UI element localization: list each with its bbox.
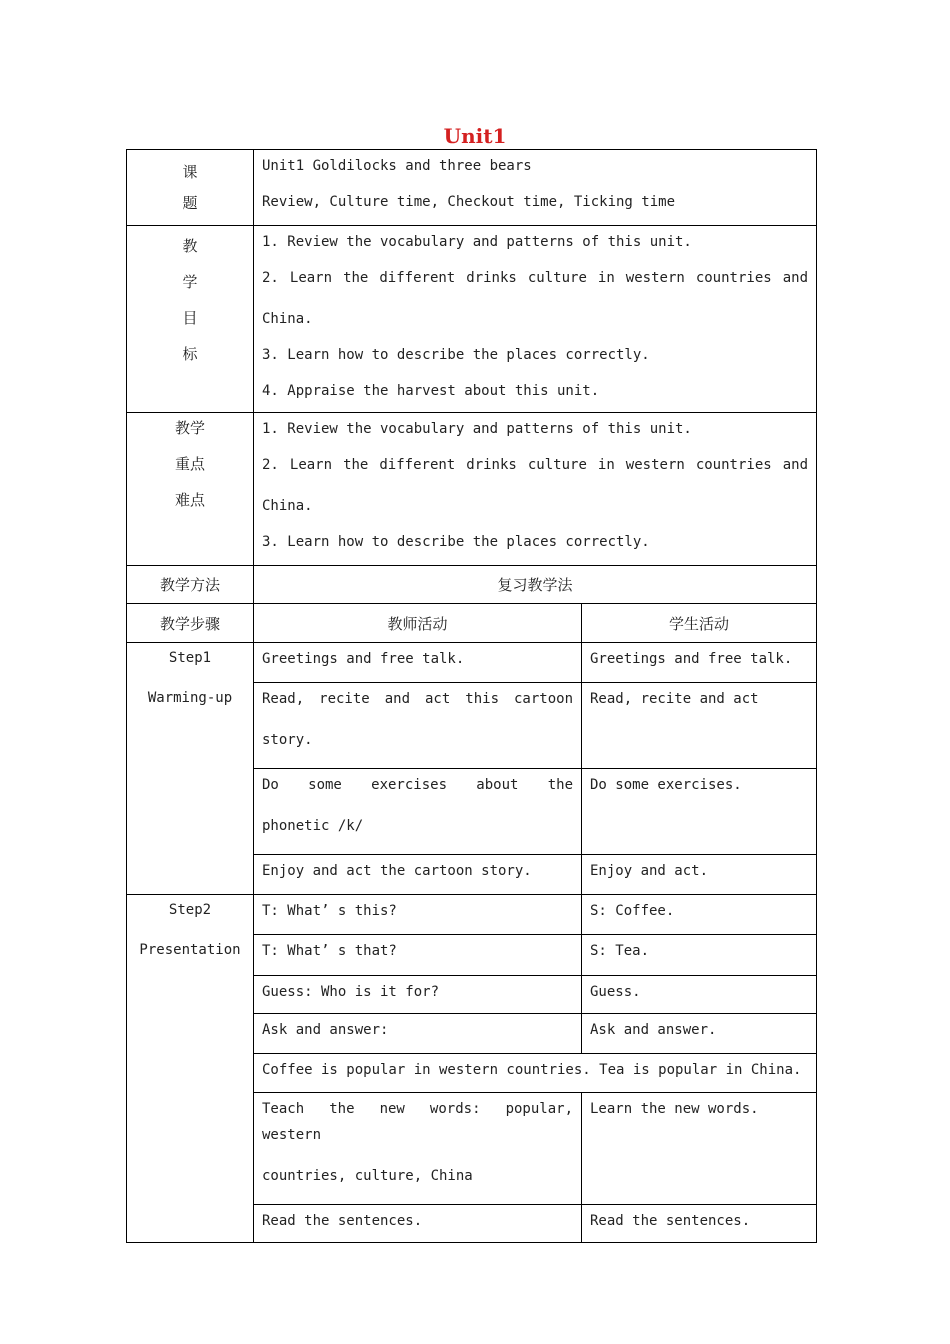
student-activity-line: Read, recite and act [590, 691, 759, 707]
student-activity [582, 1014, 817, 1054]
key-point-line: China. [262, 498, 313, 514]
step-name: Step2 [168, 902, 212, 918]
objectives-label-line: 目 [182, 309, 198, 327]
student-activity [582, 935, 817, 976]
topic-label-cell [127, 150, 254, 226]
teacher-activity-line: Enjoy and act the cartoon story. [262, 863, 532, 879]
teacher-activity [254, 683, 582, 769]
teacher-activity-line: Read the sentences. [262, 1213, 423, 1229]
objectives-label-line: 教 [182, 237, 198, 255]
objective-line: 2. Learn the different drinks culture in western countries and [262, 270, 809, 286]
teacher-activity-line: Read, recite and act this cartoon [262, 691, 573, 707]
teacher-activity-line: Guess: Who is it for? [262, 984, 440, 1000]
objectives-content-cell [254, 226, 817, 413]
teacher-activity [254, 935, 582, 976]
student-activity-line: S: Tea. [590, 943, 650, 959]
teacher-activity-line: countries, culture, China [262, 1168, 473, 1184]
steps-label: 教学步骤 [127, 604, 254, 643]
student-activity [582, 769, 817, 855]
key-points-content-cell [254, 413, 817, 566]
student-activity [582, 1205, 817, 1243]
method-value: 复习教学法 [254, 566, 817, 604]
method-label: 教学方法 [127, 566, 254, 604]
step2-cell [127, 895, 254, 1243]
teacher-activity-line: story. [262, 732, 313, 748]
document-title: Unit1 [443, 124, 507, 148]
teacher-activity [254, 895, 582, 935]
table-row [127, 895, 817, 935]
teacher-activity-header: 教师活动 [254, 604, 582, 643]
student-activity-line: Learn the new words. [590, 1101, 759, 1117]
teacher-activity [254, 855, 582, 895]
student-activity-line: Enjoy and act. [590, 863, 709, 879]
steps-header-row [127, 604, 817, 643]
student-activity-line: Guess. [590, 984, 641, 1000]
key-points-label-line: 教学 [174, 419, 205, 437]
key-point-line: 1. Review the vocabulary and patterns of this unit. [262, 421, 692, 437]
lesson-plan-table [126, 149, 817, 1243]
topic-label-line: 题 [182, 194, 198, 212]
objective-line: 1. Review the vocabulary and patterns of this unit. [262, 234, 692, 250]
teacher-activity [254, 976, 582, 1014]
student-activity-line: Ask and answer. [590, 1022, 717, 1038]
step-phase: Warming-up [147, 690, 233, 706]
teacher-activity [254, 769, 582, 855]
key-point-line: 2. Learn the different drinks culture in western countries and [262, 457, 809, 473]
student-activity-line: Read the sentences. [590, 1213, 751, 1229]
topic-label-line: 课 [182, 163, 198, 181]
merged-activity-line: Coffee is popular in western countries. Tea is popular in China. [262, 1062, 802, 1078]
step1-cell [127, 643, 254, 895]
topic-row [127, 150, 817, 226]
merged-activity [254, 1054, 817, 1093]
student-activity-line: Do some exercises. [590, 777, 742, 793]
teacher-activity [254, 643, 582, 683]
topic-line: Review, Culture time, Checkout time, Ticking time [262, 194, 676, 210]
objective-line: China. [262, 311, 313, 327]
objectives-label-cell [127, 226, 254, 413]
objectives-label-line: 学 [182, 273, 198, 291]
teacher-activity-line: Greetings and free talk. [262, 651, 465, 667]
teacher-activity-line: T: What’ s this? [262, 903, 397, 919]
teacher-activity [254, 1093, 582, 1205]
key-point-line: 3. Learn how to describe the places correctly. [262, 534, 650, 550]
step-name: Step1 [168, 650, 212, 666]
teacher-activity-line: phonetic /k/ [262, 818, 364, 834]
step-phase: Presentation [139, 942, 241, 958]
teacher-activity [254, 1205, 582, 1243]
student-activity [582, 683, 817, 769]
student-activity [582, 895, 817, 935]
objective-line: 4. Appraise the harvest about this unit. [262, 383, 600, 399]
student-activity [582, 976, 817, 1014]
teacher-activity-line: Teach the new words: popular, western [262, 1101, 573, 1143]
student-activity [582, 1093, 817, 1205]
key-points-label-line: 重点 [174, 455, 205, 473]
teacher-activity-line: Ask and answer: [262, 1022, 389, 1038]
student-activity-line: S: Coffee. [590, 903, 675, 919]
teacher-activity [254, 1014, 582, 1054]
objective-line: 3. Learn how to describe the places correctly. [262, 347, 650, 363]
student-activity [582, 855, 817, 895]
objectives-label-line: 标 [182, 345, 198, 363]
objectives-row [127, 226, 817, 413]
method-row [127, 566, 817, 604]
table-row [127, 643, 817, 683]
teacher-activity-line: Do some exercises about the [262, 777, 573, 793]
key-points-label-line: 难点 [174, 491, 205, 509]
topic-content-cell [254, 150, 817, 226]
teacher-activity-line: T: What’ s that? [262, 943, 397, 959]
topic-line: Unit1 Goldilocks and three bears [262, 158, 532, 174]
student-activity-line: Greetings and free talk. [590, 651, 793, 667]
key-points-row [127, 413, 817, 566]
student-activity-header: 学生活动 [582, 604, 817, 643]
key-points-label-cell [127, 413, 254, 566]
student-activity [582, 643, 817, 683]
